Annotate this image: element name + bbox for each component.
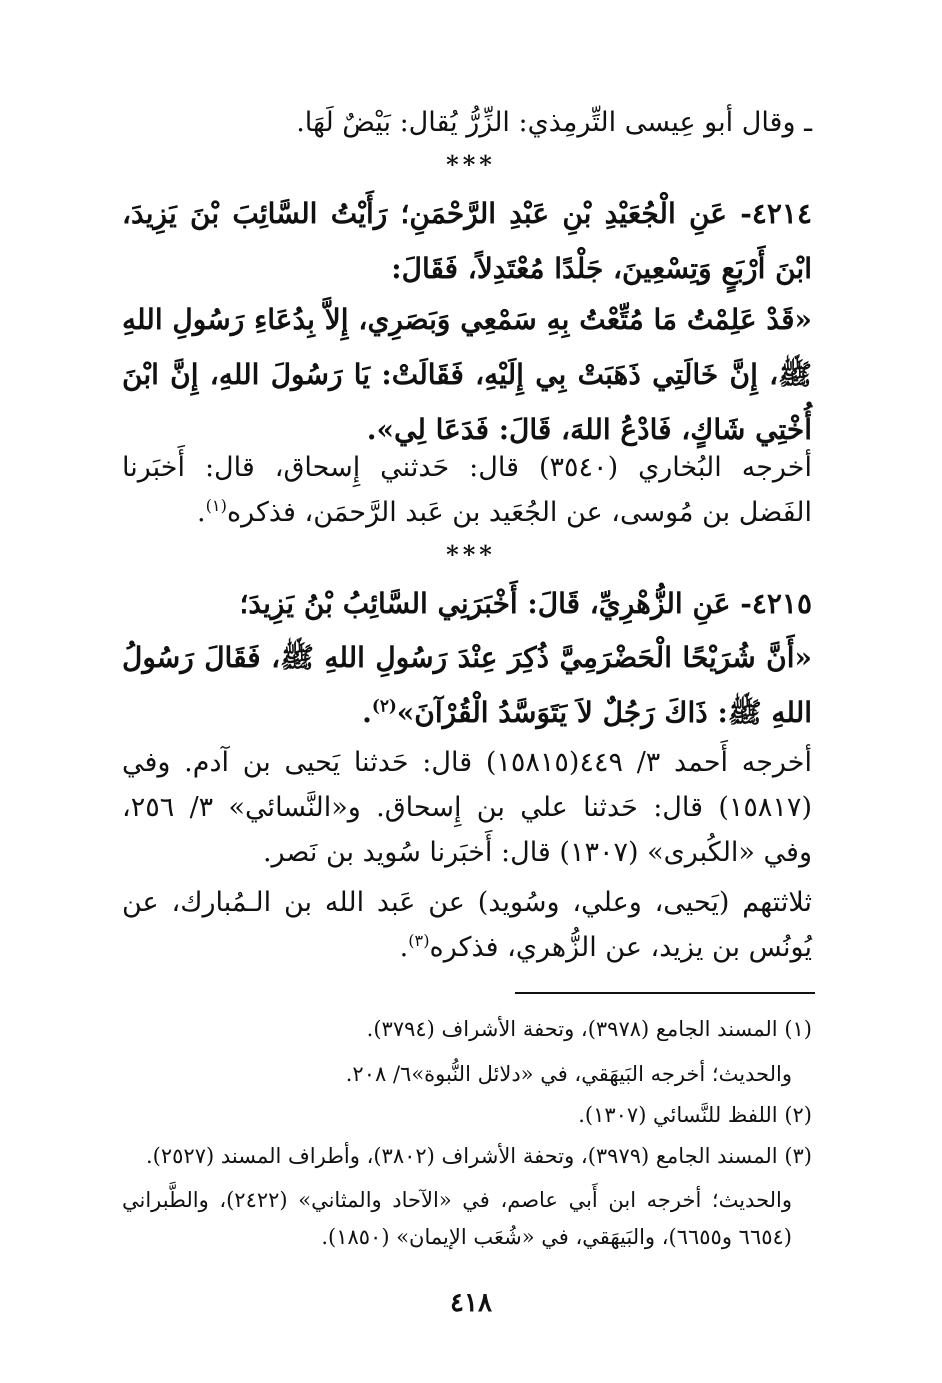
hadith-4215-takhrij-1: أخرجه أَحمد ٣/ ٤٤٩(١٥٨١٥) قال: حَدثنا يَحيى بن آدم. وفي (١٥٨١٧) قال: حَدثنا علي بن إِسحاق. و«النَّسائي» ٣/ ٢٥٦، وفي «الكُبرى» (١٣٠٧) قال: أَخبَرنا سُويد بن نَصر. [122,747,812,868]
hadith-4215-quote [122,630,812,740]
hadith-4215-text: ٤٢١٥- عَنِ الزُّهْرِيِّ، قَالَ: أَخْبَرَنِي السَّائِبُ بْنُ يَزِيدَ؛ [239,587,812,620]
footnote-3: (٣) المسند الجامع (٣٩٧٩)، وتحفة الأشراف (٣٨٠٢)، وأطراف المسند (٢٥٢٧). [146,1144,812,1168]
footnote-ref-2: (٢) [371,695,397,716]
hadith-4214-text: ٤٢١٤- عَنِ الْجُعَيْدِ بْنِ عَبْدِ الرَّحْمَنِ؛ رَأَيْتُ السَّائِبَ بْنَ يَزِيدَ، ابْنَ أَرْبَعٍ وَتِسْعِينَ، جَلْدًا مُعْتَدِلاً، فَقَالَ: [122,197,812,285]
quote-end: . [362,696,372,729]
footnote-3-continuation: والحديث؛ أخرجه ابن أَبي عاصم، في «الآحاد والمثاني» (٢٤٢٢)، والطَّبراني (٦٦٥٤ و٦٦٥٥)، والبَيهَقي، في «شُعَب الإيمان» (١٨٥٠). [122,1188,792,1249]
takhrij-end: . [196,497,206,528]
footnote-ref-1: (١) [205,496,227,515]
footnote-2: (٢) اللفظ للنَّسائي (١٣٠٧). [578,1103,812,1127]
footnote-divider [515,992,815,994]
footnote-1-continuation: والحديث؛ أخرجه البَيهَقي، في «دلائل النُّبوة»٦/ ٢٠٨. [345,1062,792,1086]
takhrij2-end: . [399,932,409,963]
hadith-4214-quote: «قَدْ عَلِمْتُ مَا مُتِّعْتُ بِهِ سَمْعِي وَبَصَرِي، إِلاَّ بِدُعَاءِ رَسُولِ اللهِ ﷺ، إِنَّ خَالَتِي ذَهَبَتْ بِي إِلَيْهِ، فَقَالَتْ: يَا رَسُولَ اللهِ، إِنَّ ابْنَ أُخْتِي شَاكٍ، فَادْعُ اللهَ، قَالَ: فَدَعَا لِي». [122,303,812,446]
hadith-4214-takhrij [122,445,812,535]
footnote-ref-3: (٣) [408,931,430,950]
section-separator-2: *** [446,540,496,569]
takhrij-text: أخرجه البُخاري (٣٥٤٠) قال: حَدثني إِسحاق، قال: أَخبَرنا الفَضل بن مُوسى، عن الجُعَيد بن عَبد الرَّحمَن، فذكره [122,452,812,528]
section-separator-1: *** [446,150,496,179]
intro-line: ـ وقال أبو عِيسى التِّرمِذي: الزِّرُّ يُقال: بَيْضٌ لَهَا. [296,107,812,138]
hadith-4215-takhrij-2 [122,880,812,970]
quote-text: «أَنَّ شُرَيْحًا الْحَضْرَمِيَّ ذُكِرَ عِنْدَ رَسُولِ اللهِ ﷺ، فَقَالَ رَسُولُ اللهِ ﷺ: ذَاكَ رَجُلٌ لاَ يَتَوَسَّدُ الْقُرْآنَ» [122,641,812,729]
footnote-1: (١) المسند الجامع (٣٩٧٨)، وتحفة الأشراف (٣٧٩٤). [366,1017,812,1041]
takhrij2-text: ثلاثتهم (يَحيى، وعلي، وسُويد) عن عَبد الله بن الـمُبارك، عن يُونُس بن يزيد، عن الزُّهري، فذكره [122,887,812,963]
page-number: ٤١٨ [450,1288,492,1318]
